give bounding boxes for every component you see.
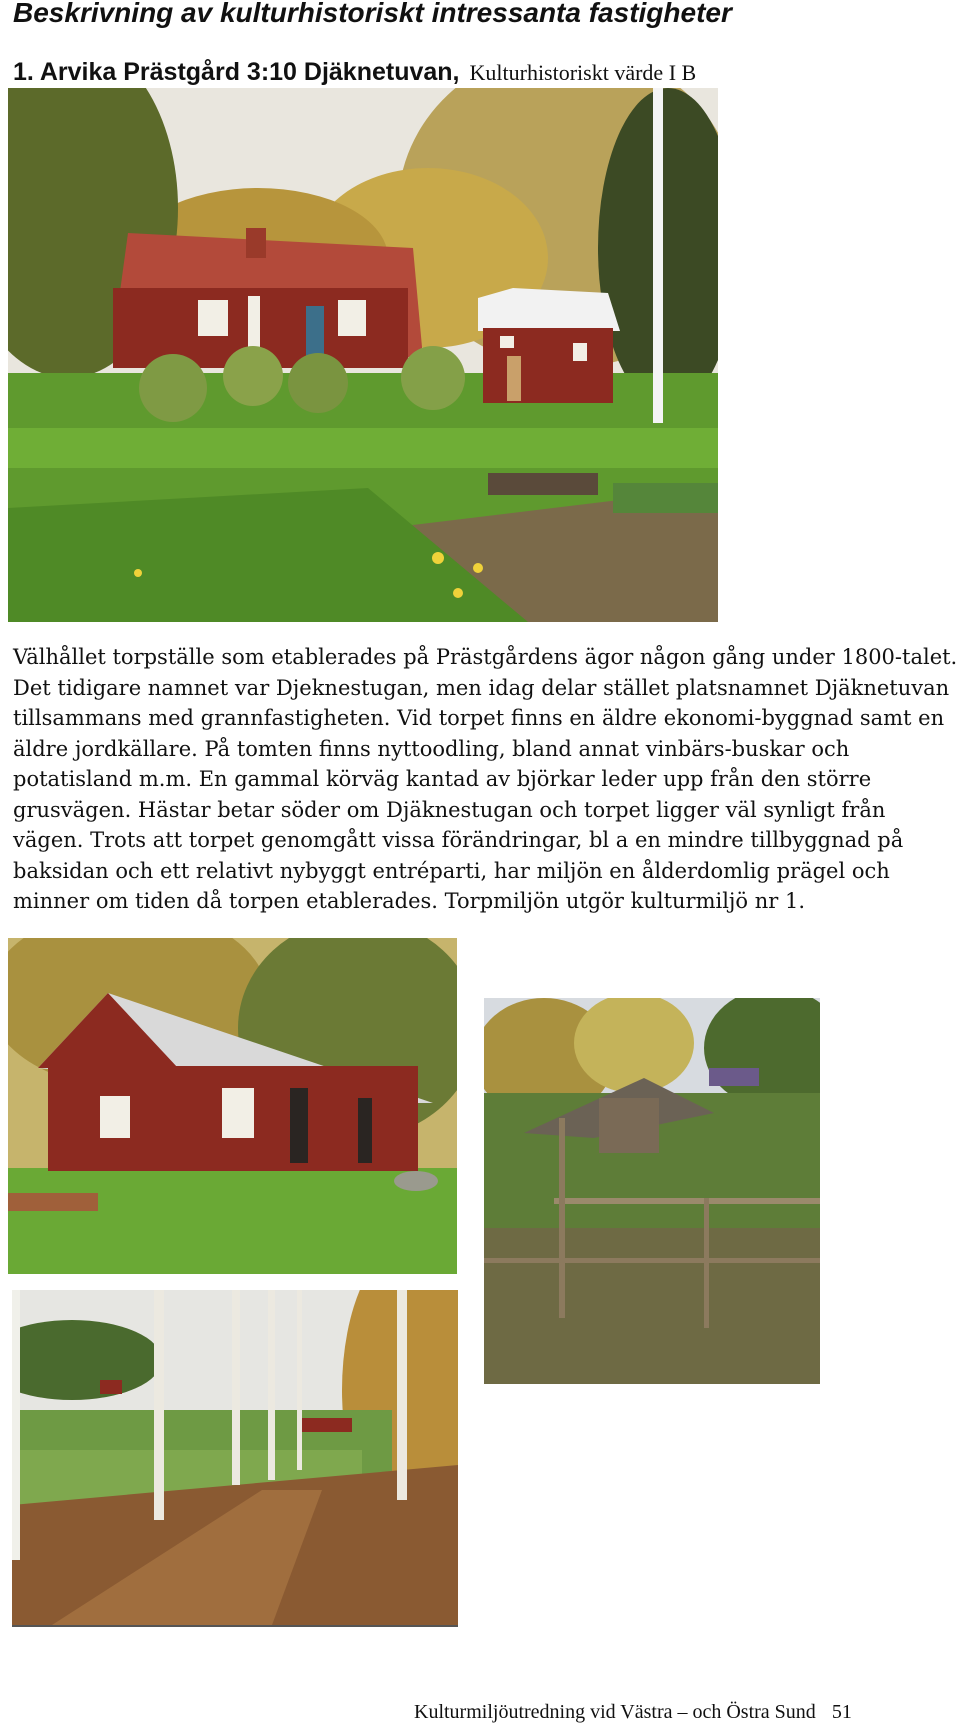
footer-title: Kulturmiljöutredning vid Västra – och Östra Sund <box>414 1701 816 1723</box>
photo-log-barn <box>8 938 457 1274</box>
image-divider <box>12 1625 458 1627</box>
photo-cottage-garden <box>8 88 718 622</box>
page-footer <box>414 1700 852 1724</box>
page-heading: Beskrivning av kulturhistoriskt intressanta fastigheter <box>13 0 732 28</box>
section-heading <box>13 57 696 88</box>
photo-birch-road <box>12 1290 458 1625</box>
page-number: 51 <box>831 1701 852 1723</box>
photo-root-cellar <box>484 998 820 1384</box>
cultural-value-label: Kulturhistoriskt värde I B <box>469 60 697 85</box>
property-title: 1. Arvika Prästgård 3:10 Djäknetuvan, <box>13 58 460 86</box>
description-text: Välhållet torpställe som etablerades på Prästgårdens ägor någon gång under 1800-talet. Det tidigare namnet var Djeknestugan, men idag delar stället platsnamnet Djäknetuvan tillsammans med grannfastigheten. Vid torpet finns en äldre ekonomi-byggnad samt en äldre jordkällare. På tomten finns nyttoodling, bland annat vinbärs-buskar och potatisland m.m. En gammal körväg kantad av björkar leder upp från den större grusvägen. Hästar betar söder om Djäknestugan och torpet ligger väl synligt från vägen. Trots att torpet genomgått vissa förändringar, bl a en mindre tillbyggnad på baksidan och ett relativt nybyggt entréparti, har miljön en ålderdomlig prägel och minner om tiden då torpen etablerades. Torpmiljön utgör kulturmiljö nr 1. <box>13 645 958 913</box>
